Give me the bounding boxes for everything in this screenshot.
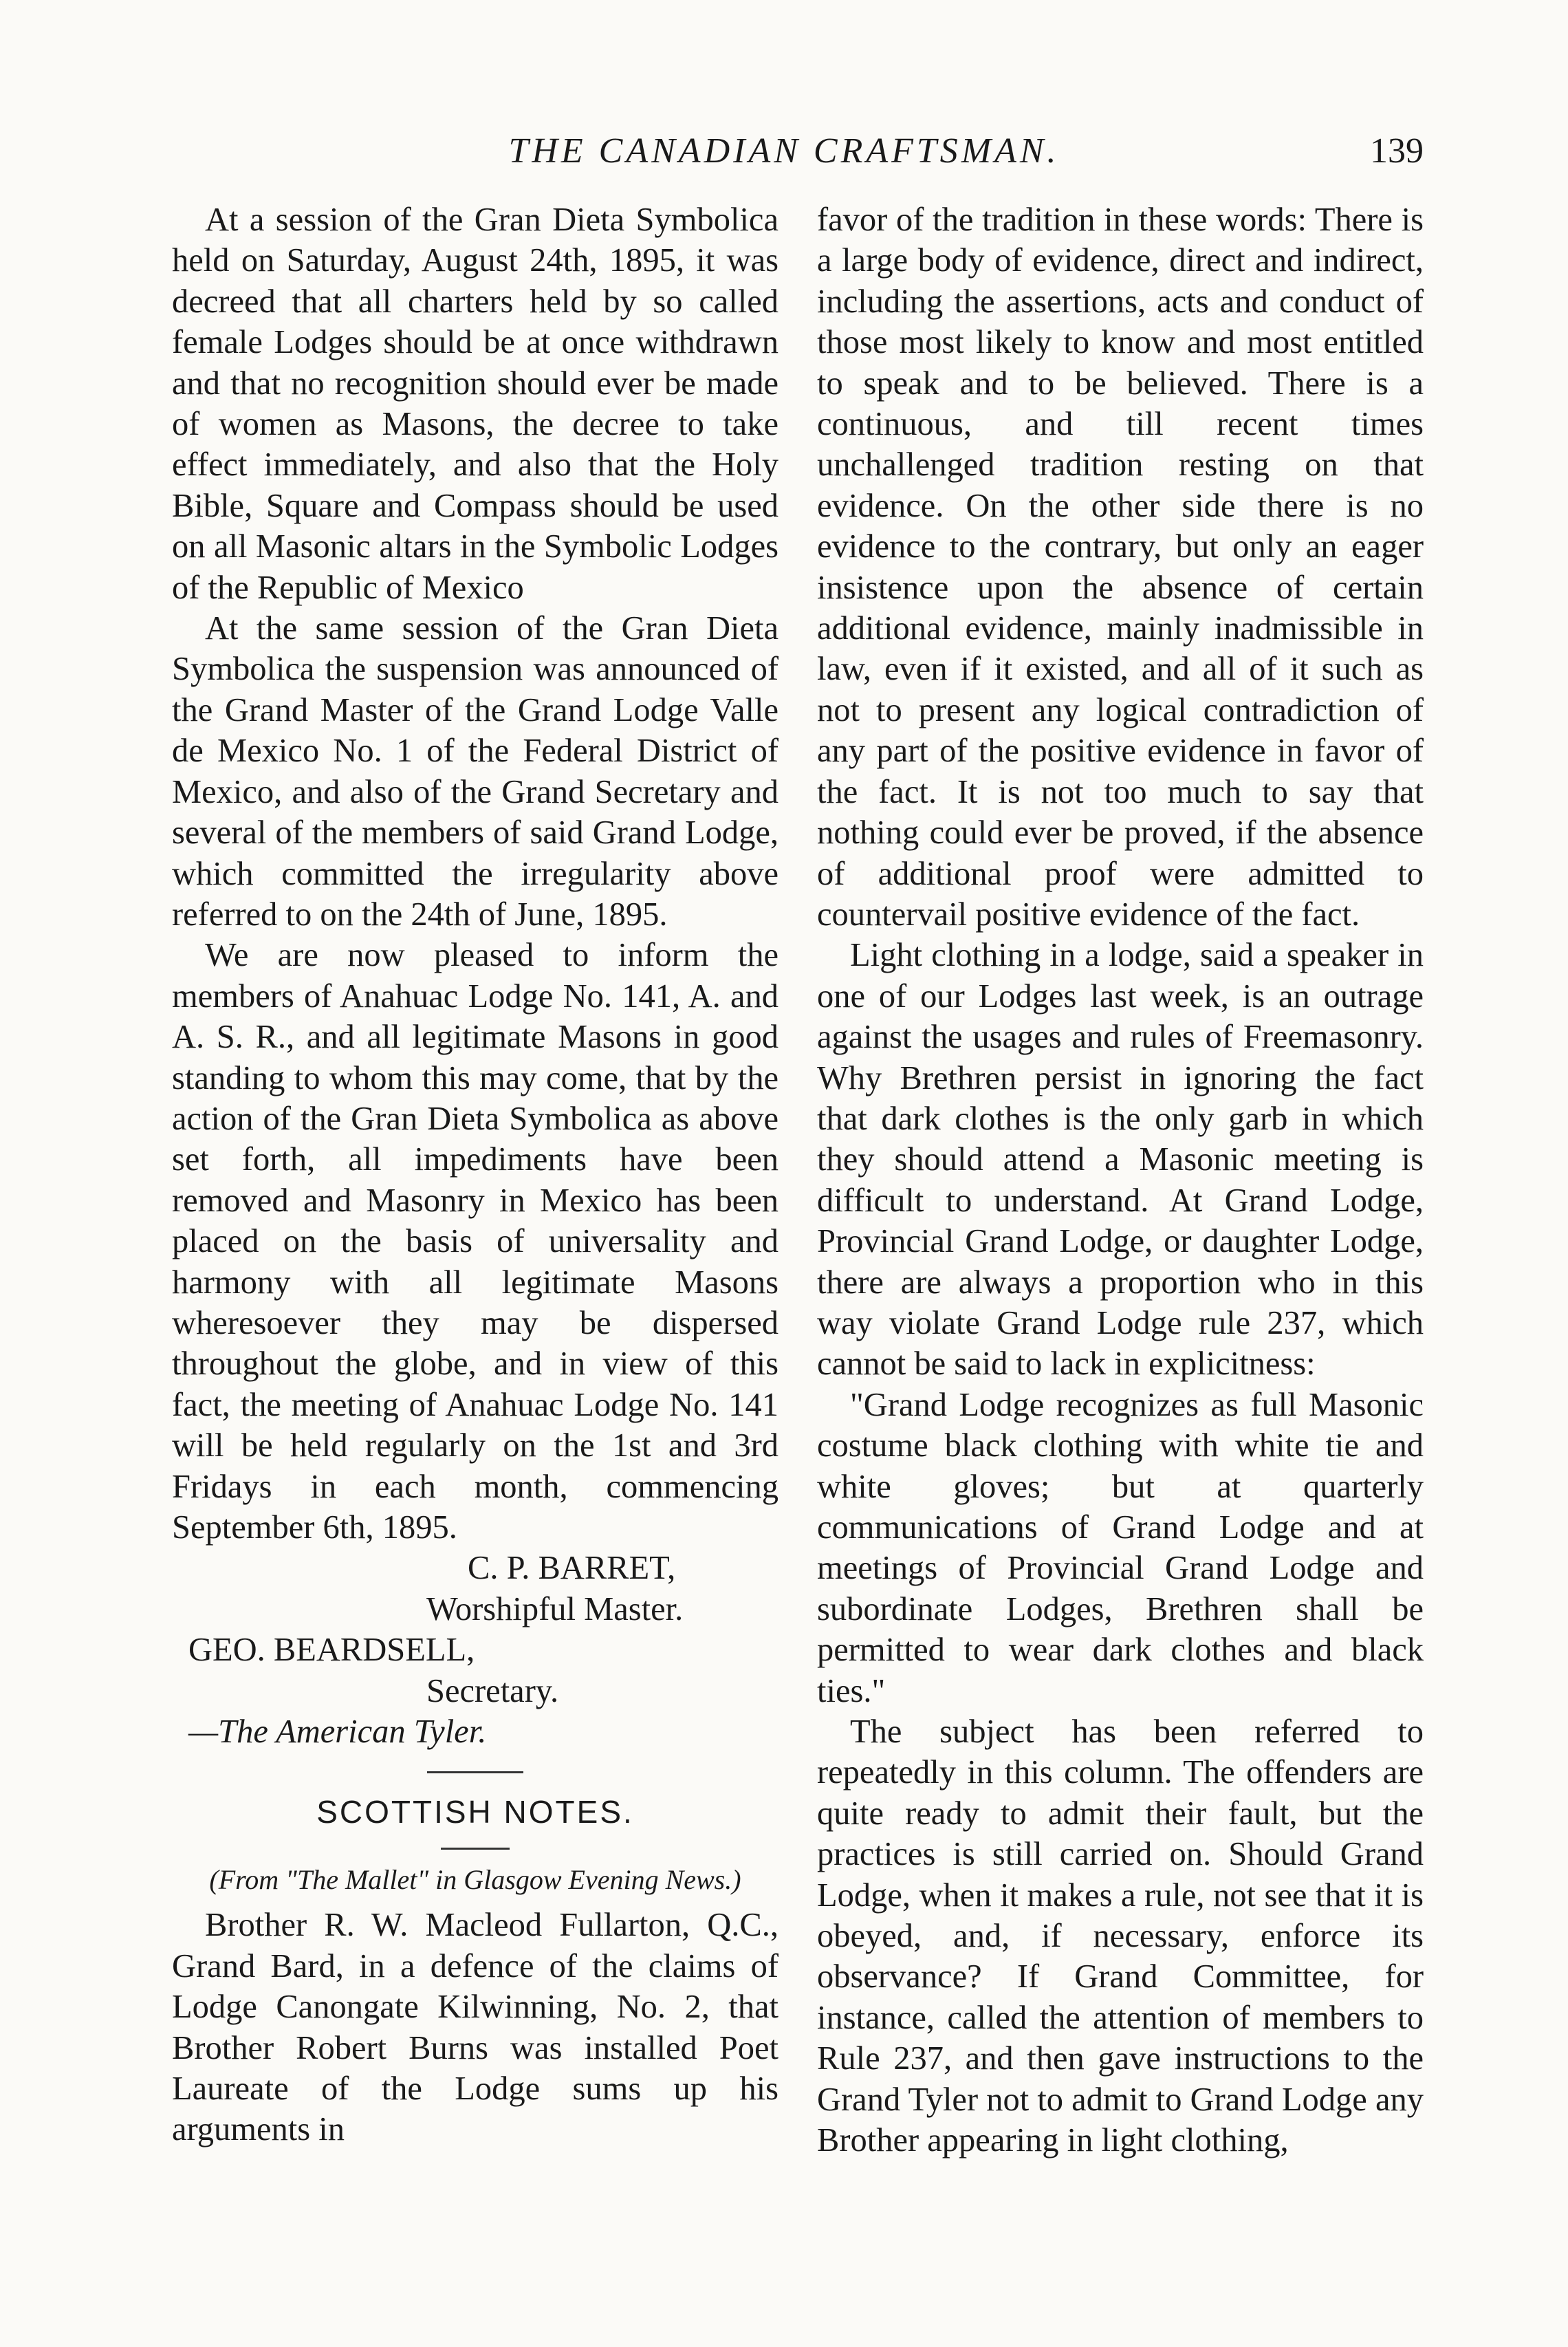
article-source: —The American Tyler. [188, 1713, 487, 1751]
paragraph: Brother R. W. Macleod Fullarton, Q.C., Grand Bard, in a defence of the claims of Lodge Canongate Kilwinning, No. 2, that Brother Robert Burns was installed Poet Laureate of the Lodge sums up his arguments in [172, 1907, 778, 2148]
section-source: (From "The Mallet" in Glasgow Evening News.) [209, 1864, 741, 1896]
section-heading: SCOTTISH NOTES. [316, 1794, 634, 1830]
right-column [817, 199, 1424, 2161]
section-divider [441, 1848, 510, 1850]
paragraph: Light clothing in a lodge, said a speaker in one of our Lodges last week, is an outrage against the usages and rules of Freemasonry. Why Brethren persist in ignoring the fact that dark clothes is the only garb in which they should attend a Masonic meeting is difficult to understand. At Grand Lodge, Provincial Grand Lodge, or daughter Lodge, there are always a proportion who in this way violate Grand Lodge rule 237, which cannot be said to lack in explicitness: [817, 937, 1424, 1383]
section-divider [427, 1771, 523, 1773]
paragraph: At a session of the Gran Dieta Symbolica held on Saturday, August 24th, 1895, it was decreed that all charters held by so called female Lodges should be at once withdrawn and that no recognition should ever be made of women as Masons, the decree to take effect immediately, and also that the Holy Bible, Square and Compass should be used on all Masonic altars in the Symbolic Lodges of the Republic of Mexico [172, 202, 778, 606]
paragraph: The subject has been referred to repeatedly in this column. The offenders are quite ready to admit their fault, but the practices is still carried on. Should Grand Lodge, when it makes a rule, not see that it is obeyed, and, if necessary, enforce its observance? If Grand Committee, for instance, called the attention of members to Rule 237, and then gave instructions to the Grand Tyler not to admit to Grand Lodge any Brother appearing in light clothing, [817, 1713, 1424, 2159]
paragraph: "Grand Lodge recognizes as full Masonic costume black clothing with white tie and white gloves; but at quarterly communications of Grand Lodge and at meetings of Provincial Grand Lodge and subordinate Lodges, Brethren shall be permitted to wear dark clothes and black ties." [817, 1386, 1424, 1709]
paragraph: favor of the tradition in these words: There is a large body of evidence, direct and indirect, including the assertions, acts and conduct of those most likely to know and most entitled to speak and to be believed. There is a continuous, and till recent times unchallenged tradition resting on that evidence. On the other side there is no evidence to the contrary, but only an eager insistence upon the absence of certain additional evidence, mainly inadmissible in law, even if it existed, and all of it such as not to present any logical contradiction of any part of the positive evidence in favor of the fact. It is not too much to say that nothing could ever be proved, if the absence of additional proof were admitted to countervail positive evidence of the fact. [817, 202, 1424, 933]
signature-name: C. P. BARRET, [468, 1550, 676, 1587]
page-number: 139 [1370, 131, 1424, 171]
signature-name: GEO. BEARDSELL, [188, 1632, 475, 1669]
signature-title: Worshipful Master. [426, 1590, 684, 1627]
journal-title: THE CANADIAN CRAFTSMAN. [508, 131, 1060, 171]
paragraph: At the same session of the Gran Dieta Symbolica the suspension was announced of the Grand Master of the Grand Lodge Valle de Mexico No. 1 of the Federal District of Mexico, and also of the Grand Secretary and several of the members of said Grand Lodge, which committed the irregularity above referred to on the 24th of June, 1895. [172, 610, 778, 933]
signature-title: Secretary. [426, 1672, 559, 1709]
paragraph: We are now pleased to inform the members of Anahuac Lodge No. 141, A. and A. S. R., and all legitimate Masons in good standing to whom this may come, that by the action of the Gran Dieta Symbolica as above set forth, all impediments have been removed and Masonry in Mexico has been placed on the basis of universality and harmony with all legitimate Masons wheresoever they may be dispersed throughout the globe, and in view of this fact, the meeting of Anahuac Lodge No. 141 will be held regularly on the 1st and 3rd Fridays in each month, commencing September 6th, 1895. [172, 937, 778, 1546]
running-head [172, 124, 1424, 179]
left-column [172, 199, 778, 2150]
